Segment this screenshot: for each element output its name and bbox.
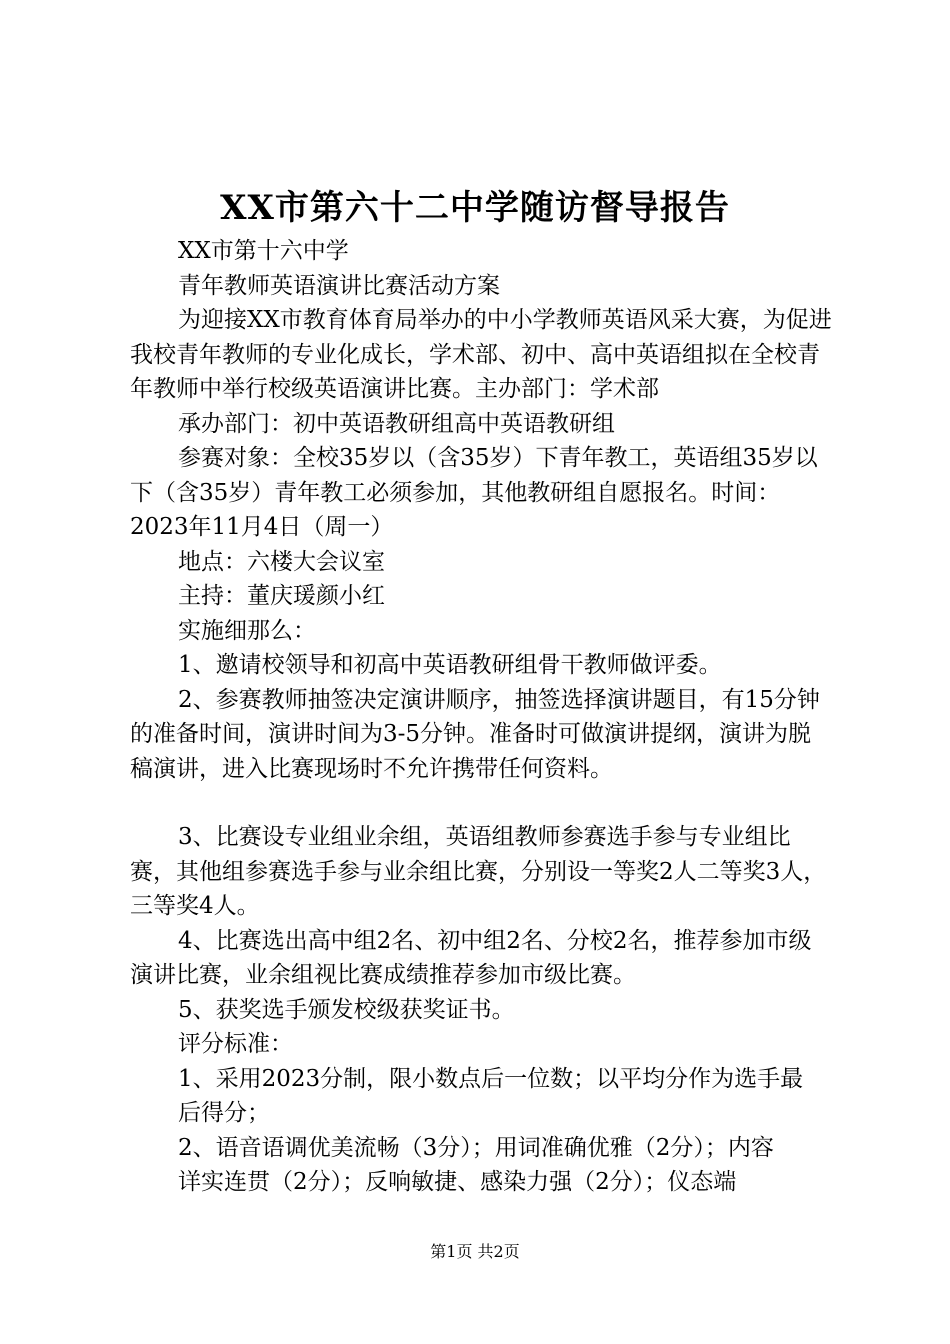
organizer-line: 承办部门：初中英语教研组高中英语教研组	[178, 410, 615, 437]
location-line: 地点：六楼大会议室	[178, 548, 385, 575]
scoring-item-1: 1、采用2023分制，限小数点后一位数；以平均分作为选手最	[178, 1065, 804, 1092]
scoring-item-2: 2、语音语调优美流畅（3分）；用词准确优雅（2分）；内容	[178, 1134, 774, 1161]
host-line: 主持：董庆瑗颜小红	[178, 583, 385, 609]
rule-item-1: 1、邀请校领导和初高中英语教研组骨干教师做评委。	[178, 652, 722, 678]
rules-heading: 实施细那么：	[178, 617, 316, 644]
participants-paragraph: 参赛对象：全校35岁以（含35岁）下青年教工，英语组35岁以下（含35岁）青年教工必须参加，其他教研组自愿报名。时间：2023年11月4日（周一）	[130, 445, 818, 540]
document-title: XX市第六十二中学随访督导报告	[220, 188, 730, 228]
page-number-footer: 第1页 共2页	[430, 1242, 520, 1261]
rule-item-4: 4、比赛选出高中组2名、初中组2名、分校2名，推荐参加市级演讲比赛，业余组视比赛成绩推荐参加市级比赛。	[130, 927, 812, 988]
scoring-item-1-cont: 后得分；	[178, 1100, 270, 1126]
scoring-item-2-cont: 详实连贯（2分）；反响敏捷、感染力强（2分）；仪态端	[178, 1169, 737, 1195]
intro-paragraph: 为迎接XX市教育体育局举办的中小学教师英语风采大赛，为促进我校青年教师的专业化成长，学术部、初中、高中英语组拟在全校青年教师中举行校级英语演讲比赛。主办部门：学术部	[130, 307, 832, 402]
rule-item-3: 3、比赛设专业组业余组，英语组教师参赛选手参与专业组比赛，其他组参赛选手参与业余组比赛，分别设一等奖2人二等奖3人，三等奖4人。	[130, 824, 827, 919]
document-body	[130, 234, 834, 1200]
school-name: XX市第十六中学	[178, 238, 349, 264]
plan-title: 青年教师英语演讲比赛活动方案	[178, 272, 500, 299]
scoring-heading: 评分标准：	[178, 1031, 293, 1057]
rule-item-5: 5、获奖选手颁发校级获奖证书。	[178, 996, 515, 1023]
rule-item-2: 2、参赛教师抽签决定演讲顺序，抽签选择演讲题目，有15分钟的准备时间，演讲时间为3-5分钟。准备时可做演讲提纲，演讲为脱稿演讲，进入比赛现场时不允许携带任何资料。	[130, 686, 820, 782]
